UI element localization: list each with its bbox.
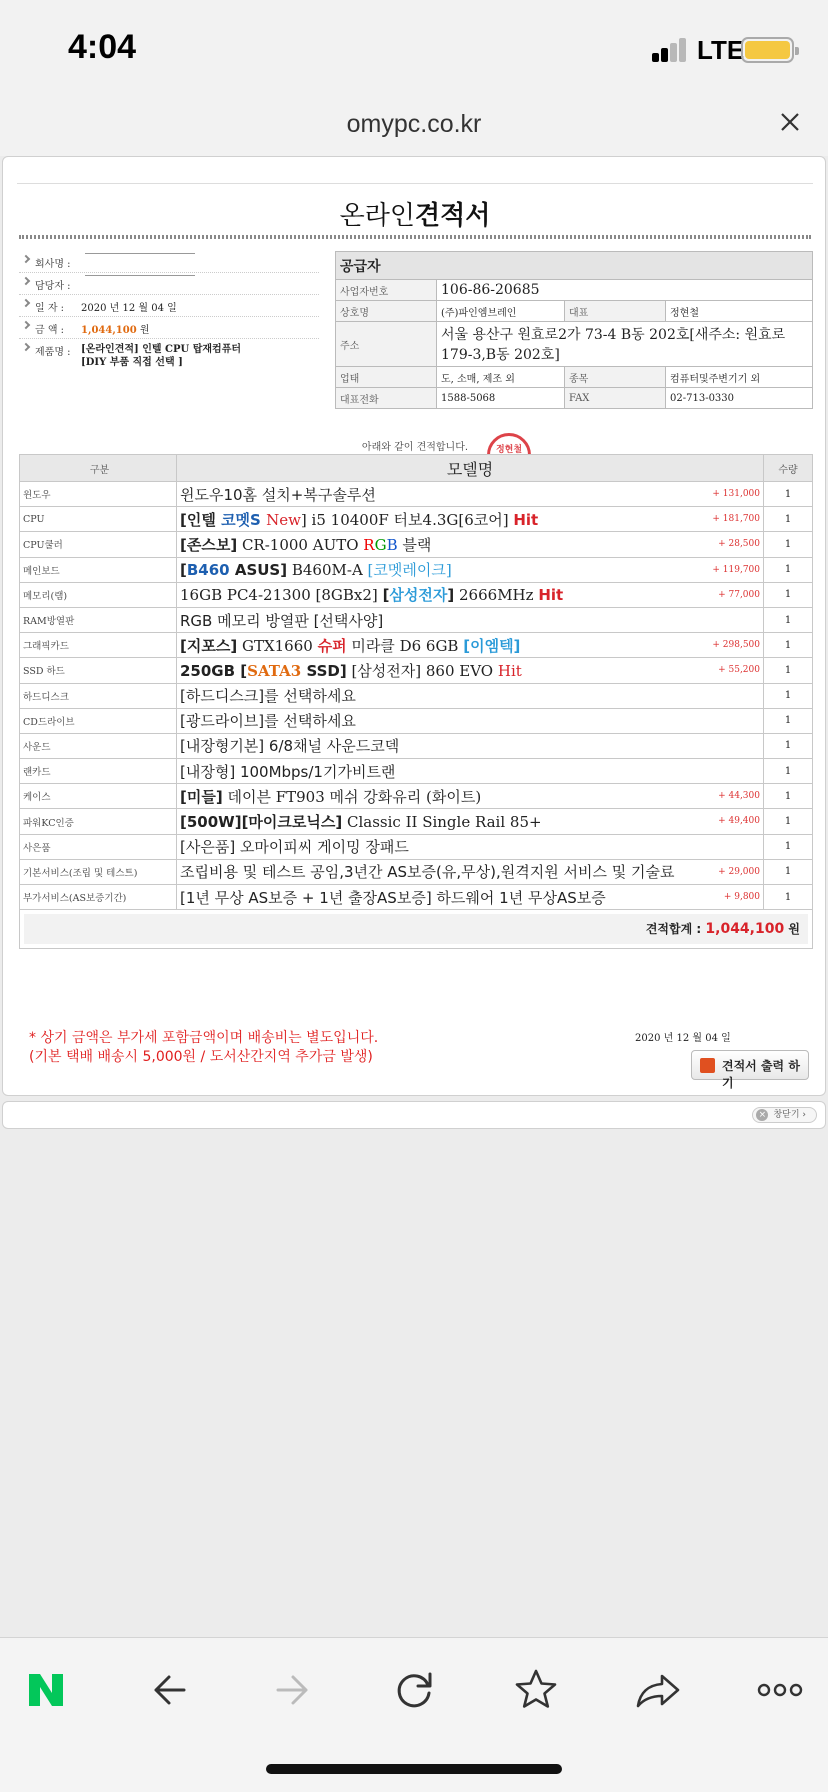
address: 서울 용산구 원효로2가 73-4 B동 202호[새주소: 원효로 179-3,B동 202호]: [437, 322, 813, 367]
share-icon[interactable]: [628, 1660, 688, 1720]
close-circle-icon: ×: [756, 1109, 768, 1121]
row-price: + 55,200: [718, 665, 760, 676]
supplier-header: 공급자: [336, 252, 813, 280]
row-qty: 1: [764, 834, 813, 859]
business-type: 도, 소매, 제조 외: [437, 367, 565, 388]
row-category: CPU쿨러: [20, 532, 177, 557]
row-model: [인텔 코멧S New] i5 10400F 터보4.3G[6코어] Hit + 181,700: [177, 507, 764, 532]
row-model: [1년 무상 AS보증 + 1년 출장AS보증] 하드웨어 1년 무상AS보증 + 9,800: [177, 885, 764, 910]
close-window-button[interactable]: × 창닫기 ›: [752, 1107, 817, 1123]
row-category: CPU: [20, 507, 177, 532]
row-price: + 298,500: [712, 640, 760, 651]
table-row: [20, 507, 813, 532]
row-category: 파워KC인증: [20, 809, 177, 834]
row-qty: 1: [764, 733, 813, 758]
row-category: 랜카드: [20, 759, 177, 784]
info-row-amount: 금 액 : 1,044,100 원: [19, 317, 319, 339]
row-price: + 29,000: [718, 866, 760, 877]
fax-number: 02-713-0330: [666, 388, 813, 409]
row-price: + 9,800: [723, 892, 760, 902]
divider: [19, 235, 811, 239]
row-qty: 1: [764, 507, 813, 532]
row-price: + 181,700: [712, 514, 760, 525]
bookmark-star-icon[interactable]: [506, 1660, 566, 1720]
shipping-notice: * 상기 금액은 부가세 포함금액이며 배송비는 별도입니다. (기본 택배 배송시 5,000원 / 도서산간지역 추가금 발생): [29, 1030, 379, 1065]
battery-icon: [741, 37, 794, 63]
row-model: RGB 메모리 방열판 [선택사양]: [177, 607, 764, 632]
total-row: [20, 910, 813, 949]
row-qty: 1: [764, 532, 813, 557]
row-qty: 1: [764, 708, 813, 733]
row-category: 메인보드: [20, 557, 177, 582]
row-category: 사은품: [20, 834, 177, 859]
row-category: 케이스: [20, 784, 177, 809]
row-price: + 28,500: [718, 539, 760, 550]
business-number: 106-86-20685: [437, 280, 813, 301]
row-qty: 1: [764, 582, 813, 607]
arrow-right-icon: [22, 343, 30, 351]
row-price: + 44,300: [718, 791, 760, 802]
table-header: 구분 모델명 수량: [20, 455, 813, 482]
row-model: 윈도우10홈 설치+복구솔루션 + 131,000: [177, 482, 764, 507]
table-row: [20, 834, 813, 859]
phone-number: 1588-5068: [437, 388, 565, 409]
row-price: + 131,000: [712, 489, 760, 499]
row-price: + 49,400: [718, 816, 760, 827]
info-row-company: 회사명 :: [19, 251, 319, 273]
estimate-note: 아래와 같이 견적합니다.: [361, 442, 469, 453]
row-category: 하드디스크: [20, 683, 177, 708]
table-row: [20, 658, 813, 683]
row-model: [500W][마이크로닉스] Classic II Single Rail 85+ + 49,400: [177, 809, 764, 834]
estimate-total: 견적합계 : 1,044,100 원: [24, 914, 808, 944]
row-category: 기본서비스(조립 및 테스트): [20, 859, 177, 884]
row-model: 조립비용 및 테스트 공임,3년간 AS보증(유,무상),원격지원 서비스 및 기술료 + 29,000: [177, 859, 764, 884]
table-row: [20, 607, 813, 632]
window-footer: [2, 1101, 826, 1129]
row-model: [광드라이브]를 선택하세요: [177, 708, 764, 733]
row-category: CD드라이브: [20, 708, 177, 733]
row-category: 그래픽카드: [20, 633, 177, 658]
supplier-table: 공급자 사업자번호 106-86-20685 상호명 (주)파인엠브레인 대표 정현철 주소 서울 용산구 원효로2가 73-4 B동 202호[새주소: 원효로 179-3,B동 202호] 업태 도, 소매, 제조 외 종목 컴퓨터및주변기기 외 대표전화 1588-5068 FAX 02-713-0330: [335, 251, 813, 409]
close-icon[interactable]: [776, 108, 804, 136]
estimate-document: [2, 156, 826, 1096]
row-category: 메모리(램): [20, 582, 177, 607]
naver-home-icon[interactable]: [16, 1660, 76, 1720]
row-model: [내장형] 100Mbps/1기가비트랜: [177, 759, 764, 784]
row-qty: 1: [764, 885, 813, 910]
info-row-product: 제품명 : [온라인견적] 인텔 CPU 탑재컴퓨터 [DIY 부품 직접 선택 ]: [19, 339, 319, 373]
company-seal: 정현철: [487, 433, 531, 477]
table-row: [20, 482, 813, 507]
row-price: + 119,700: [712, 564, 760, 575]
table-row: [20, 708, 813, 733]
print-icon: [700, 1058, 715, 1073]
table-row: [20, 784, 813, 809]
row-model: [존스보] CR-1000 AUTO RGB 블랙 + 28,500: [177, 532, 764, 557]
status-time: 4:04: [68, 28, 137, 66]
forward-icon[interactable]: [262, 1660, 322, 1720]
page-title: 온라인견적서: [339, 201, 491, 231]
address-bar: [0, 100, 828, 156]
row-category: 사운드: [20, 733, 177, 758]
arrow-right-icon: [22, 255, 30, 263]
row-qty: 1: [764, 607, 813, 632]
row-category: 윈도우: [20, 482, 177, 507]
company-name: (주)파인엠브레인: [437, 301, 565, 322]
items-table: [19, 454, 813, 949]
status-bar: [0, 0, 828, 100]
table-row: [20, 532, 813, 557]
print-estimate-button[interactable]: 견적서 출력 하기: [691, 1050, 809, 1080]
info-row-manager: 담당자 :: [19, 273, 319, 295]
table-row: [20, 557, 813, 582]
url-text[interactable]: omypc.co.kr: [346, 110, 482, 138]
row-qty: 1: [764, 759, 813, 784]
row-model: [하드디스크]를 선택하세요: [177, 683, 764, 708]
table-row: [20, 859, 813, 884]
table-row: [20, 582, 813, 607]
table-row: [20, 733, 813, 758]
row-qty: 1: [764, 557, 813, 582]
table-row: [20, 683, 813, 708]
row-model: [내장형기본] 6/8채널 사운드코덱: [177, 733, 764, 758]
refresh-icon[interactable]: [384, 1660, 444, 1720]
table-row: [20, 633, 813, 658]
home-indicator: [266, 1764, 562, 1774]
row-qty: 1: [764, 683, 813, 708]
customer-info: [19, 251, 319, 373]
arrow-right-icon: [22, 321, 30, 329]
row-model: [미들] 데이븐 FT903 메쉬 강화유리 (화이트) + 44,300: [177, 784, 764, 809]
row-category: SSD 하드: [20, 658, 177, 683]
row-model: [지포스] GTX1660 슈퍼 미라클 D6 6GB [이엠텍] + 298,500: [177, 633, 764, 658]
row-qty: 1: [764, 809, 813, 834]
ceo-name: 정현철: [666, 301, 813, 322]
table-row: [20, 885, 813, 910]
row-category: RAM방열판: [20, 607, 177, 632]
row-model: 250GB [SATA3 SSD] [삼성전자] 860 EVO Hit + 55,200: [177, 658, 764, 683]
table-body: [20, 482, 813, 910]
table-row: [20, 759, 813, 784]
network-type: LTE: [697, 35, 745, 65]
row-qty: 1: [764, 784, 813, 809]
back-icon[interactable]: [140, 1660, 200, 1720]
table-row: [20, 809, 813, 834]
signal-strength-icon: [652, 38, 688, 62]
info-row-date: 일 자 : 2020 년 12 월 04 일: [19, 295, 319, 317]
row-model: [사은품] 오마이피씨 게이밍 장패드: [177, 834, 764, 859]
row-qty: 1: [764, 633, 813, 658]
arrow-right-icon: [22, 299, 30, 307]
arrow-right-icon: [22, 277, 30, 285]
row-qty: 1: [764, 482, 813, 507]
business-item: 컴퓨터및주변기기 외: [666, 367, 813, 388]
row-price: + 77,000: [718, 589, 760, 600]
row-model: 16GB PC4-21300 [8GBx2] [삼성전자] 2666MHz Hit + 77,000: [177, 582, 764, 607]
row-qty: 1: [764, 658, 813, 683]
row-qty: 1: [764, 859, 813, 884]
issue-date: 2020 년 12 월 04 일: [635, 1033, 731, 1044]
more-icon[interactable]: [750, 1660, 810, 1720]
row-model: [B460 ASUS] B460M-A [코멧레이크] + 119,700: [177, 557, 764, 582]
row-category: 부가서비스(AS보증기간): [20, 885, 177, 910]
